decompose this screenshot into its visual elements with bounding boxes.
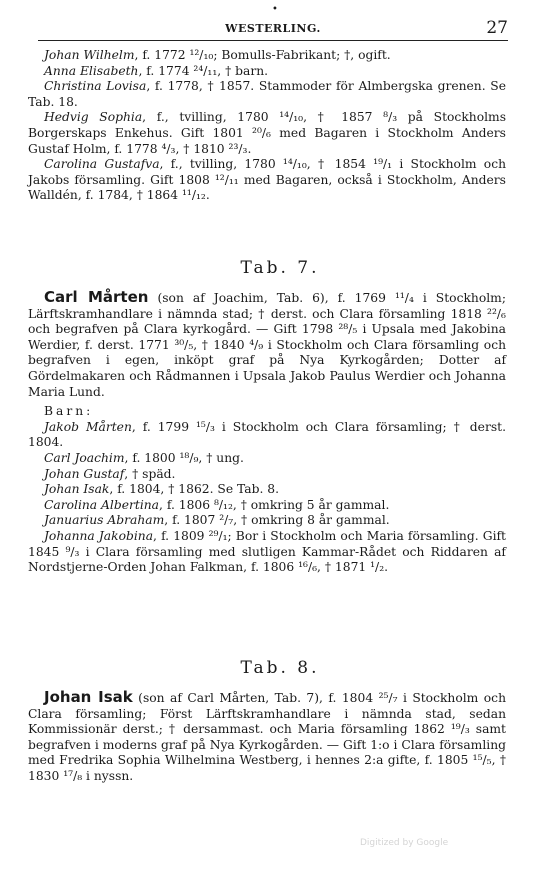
child-entry: [28, 467, 506, 483]
header-title: WESTERLING.: [225, 22, 321, 35]
entry-intro: [28, 64, 506, 80]
entry-text: , f. 1809 ²⁹/₁; Bor i Stockholm och Maria församling. Gift 1845 ⁹/₃ i Clara församling med slutligen Kammar-Rådet och Riddaren af Nordstjerne-Orden Johan Falkman, f. 1806 ¹⁶/₆, † 1871 ¹/₂.: [28, 528, 506, 575]
child-entry: [28, 482, 506, 498]
entry-text: , f., tvilling, 1780 ¹⁴/₁₀, † 1857 ⁸/₃ på Stockholms Borgerskaps Enkehus. Gift 1801 ²⁰/₆ med Bagaren i Stockholm Anders Gustaf Holm, f. 1778 ⁴/₃, † 1810 ²³/₃.: [28, 110, 507, 156]
child-entry: [28, 420, 506, 451]
entry-text: , f. 1807 ²/₇, † omkring 8 år gammal.: [164, 513, 390, 528]
children-label: Barn:: [44, 404, 94, 419]
person-name: Johan Gustaf: [44, 466, 125, 481]
digitization-watermark: Digitized by Google: [360, 838, 449, 848]
main-entry-text: (son af Joachim, Tab. 6), f. 1769 ¹¹/₄ i Stockholm; Lärftskramhandlare i nämnda stad; † derst. och Clara församling 1818 ²²/₆ och begrafven på Clara kyrkogård. — Gift 1798 ²⁸/₅ i Upsala med Jakobina Werdier, f. derst. 1771 ³⁰/₅, † 1840 ⁴/₉ i Stockholm och Clara församling och begrafven i egen, inköpt graf på Nya Kyrkogården; Dotter af Gördelmakaren och Rådmannen i Upsala Jakob Paulus Werdier och Johanna Maria Lund.: [28, 291, 506, 399]
entry-text: , f. 1800 ¹⁸/₉, † ung.: [124, 450, 244, 465]
person-name: Johan Isak: [44, 482, 110, 497]
person-name: Hedvig Sophia: [44, 110, 143, 125]
entry-text: , f. 1774 ²⁴/₁₁, † barn.: [138, 63, 269, 78]
person-name: Carolina Albertina: [44, 497, 160, 512]
tab-8-section: [28, 690, 506, 785]
main-entry-text: (son af Carl Mårten, Tab. 7), f. 1804 ²⁵/₇ i Stockholm och Clara församling; Först Lärftskramhandlare i nämnda stad, sedan Kommissionär derst.; † dersammast. och Maria församling 1862 ¹⁹/₃ samt begrafven i moderns graf på Nya Kyrkogården. — Gift 1:o i Clara församling med Fredrika Sophia Wilhelmina Westberg, i hennes 2:a gifte, f. 1805 ¹⁵/₅, † 1830 ¹⁷/₈ i nyssn.: [28, 691, 506, 783]
entry-intro: [28, 79, 506, 110]
main-entry: [28, 290, 506, 400]
person-name: Januarius Abraham: [44, 513, 165, 528]
child-entry: [28, 529, 506, 576]
entry-intro: [28, 110, 506, 157]
entry-text: , f. 1804, † 1862. Se Tab. 8.: [109, 482, 280, 497]
person-name: Jakob Mårten: [44, 419, 132, 434]
ornament-dot: •: [272, 4, 278, 15]
tab-7-heading: Tab. 7.: [240, 258, 320, 278]
main-person-name: Johan Isak: [44, 688, 133, 706]
person-name: Carl Joachim: [44, 450, 125, 465]
intro-entries: [28, 48, 506, 204]
entry-text: , f. 1778, † 1857. Stammoder för Almbergska grenen. Se Tab. 18.: [28, 79, 506, 109]
entry-text: , f. 1772 ¹²/₁₀; Bomulls-Fabrikant; †, ogift.: [134, 48, 391, 62]
entry-text: , f., tvilling, 1780 ¹⁴/₁₀, † 1854 ¹⁹/₁ i Stockholm och Jakobs församling. Gift 1808 ¹²/₁₁ med Bagaren, också i Stockholm, Anders Walldén, f. 1784, † 1864 ¹¹/₁₂.: [28, 157, 506, 203]
person-name: Christina Lovisa: [44, 79, 147, 94]
entry-intro: [28, 48, 506, 64]
person-name: Johanna Jakobina: [44, 528, 154, 543]
page-number: 27: [486, 18, 508, 38]
tab-8-heading: Tab. 8.: [240, 658, 320, 678]
person-name: Carolina Gustafva: [44, 157, 160, 172]
child-entry: [28, 451, 506, 467]
child-entry: [28, 498, 506, 514]
tab-7-section: [28, 290, 506, 576]
child-entry: [28, 513, 506, 529]
person-name: Anna Elisabeth: [44, 63, 139, 78]
entry-text: , f. 1799 ¹⁵/₃ i Stockholm och Clara församling; † derst. 1804.: [28, 419, 506, 450]
main-person-name: Carl Mårten: [44, 288, 149, 306]
main-entry: [28, 690, 506, 785]
person-name: Johan Wilhelm: [44, 48, 135, 62]
entry-text: , † späd.: [124, 466, 176, 481]
entry-text: , f. 1806 ⁸/₁₂, † omkring 5 år gammal.: [159, 497, 390, 512]
entry-intro: [28, 157, 506, 204]
running-header: [38, 18, 508, 41]
